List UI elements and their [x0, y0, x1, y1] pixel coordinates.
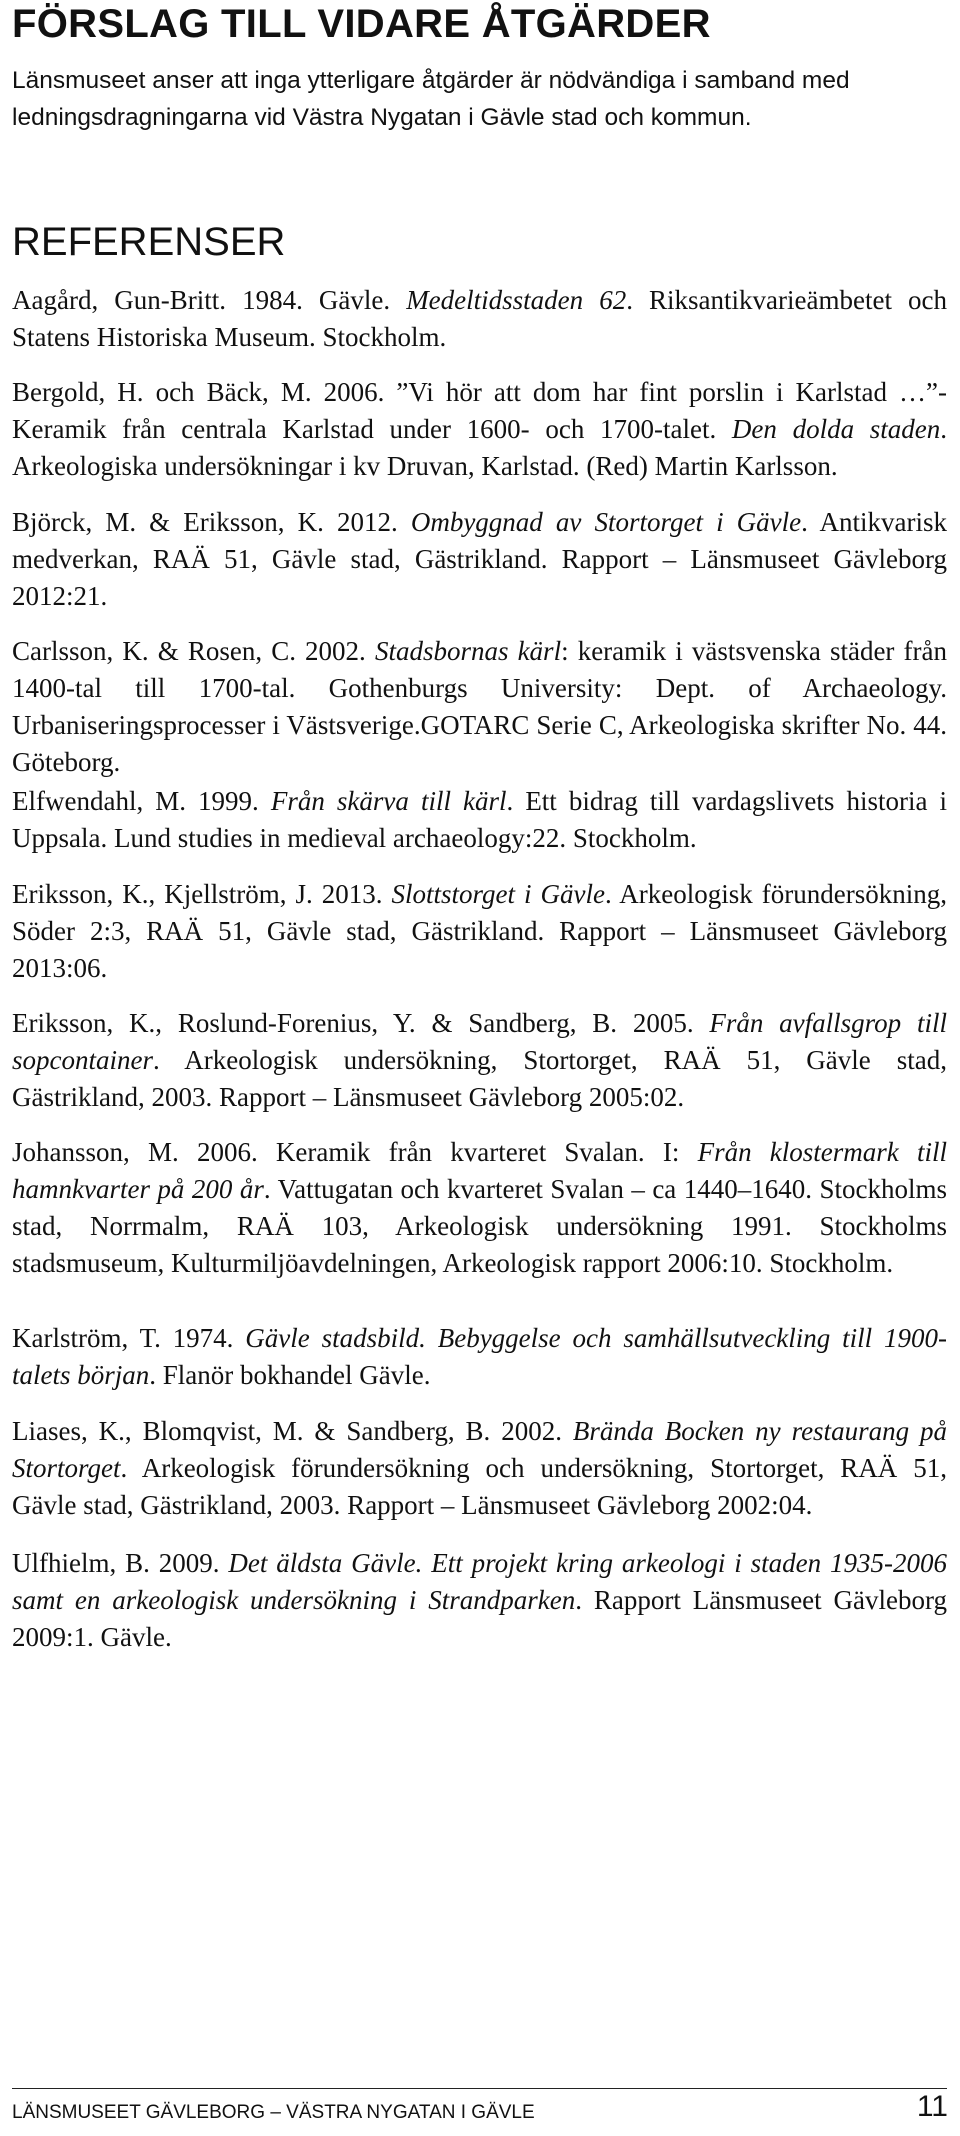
reference-entry: Elfwendahl, M. 1999. Från skärva till kärl. Ett bidrag till vardagslivets historia i Uppsala. Lund studies in medieval archaeology:22. Stockholm. [12, 786, 947, 853]
reference-entry: Liases, K., Blomqvist, M. & Sandberg, B. 2002. Brända Bocken ny restaurang på Stortorget. Arkeologisk förundersökning och undersökning, Stortorget, RAÄ 51, Gävle stad, Gästrikland, 2003. Rapport – Länsmuseet Gävleborg 2002:04. [12, 1416, 947, 1520]
reference-title: Medeltidsstaden 62 [406, 285, 627, 315]
reference-title: Från skärva till kärl [270, 786, 507, 816]
section-title-further-actions: FÖRSLAG TILL VIDARE ÅTGÄRDER [12, 2, 711, 46]
reference-entry: Carlsson, K. & Rosen, C. 2002. Stadsbornas kärl: keramik i västsvenska städer från 1400-tal till 1700-tal. Gothenburgs University: Dept. of Archaeology. Urbaniseringsprocesser i Västsverige.GOTARC Serie C, Arkeologiska skrifter No. 44. Göteborg. [12, 636, 948, 777]
footer-divider [12, 2088, 947, 2089]
reference-entry: Johansson, M. 2006. Keramik från kvarteret Svalan. I: Från klostermark till hamnkvarter på 200 år. Vattugatan och kvarteret Svalan – ca 1440–1640. Stockholms stad, Norrmalm, RAÄ 103, Arkeologisk undersökning 1991. Stockholms stadsmuseum, Kulturmiljöavdelningen, Arkeologisk rapport 2006:10. Stockholm. [12, 1137, 948, 1278]
reference-title: Slottstorget i Gävle [391, 879, 606, 909]
reference-title: Stadsbornas kärl [374, 636, 562, 666]
reference-entry: Eriksson, K., Roslund-Forenius, Y. & Sandberg, B. 2005. Från avfallsgrop till sopcontainer. Arkeologisk undersökning, Stortorget, RAÄ 51, Gävle stad, Gästrikland, 2003. Rapport – Länsmuseet Gävleborg 2005:02. [12, 1008, 947, 1112]
section-title-references: REFERENSER [12, 220, 286, 264]
reference-title: Brända Bocken ny restaurang på Stortorget [12, 1416, 947, 1483]
reference-entry: Karlström, T. 1974. Gävle stadsbild. Bebyggelse och samhällsutveckling till 1900-talets början. Flanör bokhandel Gävle. [12, 1323, 947, 1390]
footer-label: LÄNSMUSEET GÄVLEBORG – VÄSTRA NYGATAN I GÄVLE [12, 2102, 535, 2123]
reference-title: Det äldsta Gävle. Ett projekt kring arkeologi i staden 1935-2006 samt en arkeologisk undersökning i Strandparken [12, 1548, 947, 1615]
reference-entry: Björck, M. & Eriksson, K. 2012. Ombyggnad av Stortorget i Gävle. Antikvarisk medverkan, RAÄ 51, Gävle stad, Gästrikland. Rapport – Länsmuseet Gävleborg 2012:21. [12, 507, 947, 611]
further-actions-text: Länsmuseet anser att inga ytterligare åtgärder är nödvändiga i samband med ledningsdragningarna vid Västra Nygatan i Gävle stad och kommun. [12, 67, 850, 131]
reference-title: Från avfallsgrop till sopcontainer [12, 1008, 947, 1075]
reference-entry: Ulfhielm, B. 2009. Det äldsta Gävle. Ett projekt kring arkeologi i staden 1935-2006 samt en arkeologisk undersökning i Strandparken. Rapport Länsmuseet Gävleborg 2009:1. Gävle. [12, 1548, 948, 1652]
reference-title: Gävle stadsbild. Bebyggelse och samhällsutveckling till 1900-talets början [12, 1323, 947, 1390]
page-number: 11 [916, 2090, 948, 2123]
reference-title: Från klostermark till hamnkvarter på 200 år [12, 1137, 948, 1204]
reference-entry: Aagård, Gun-Britt. 1984. Gävle. Medeltidsstaden 62. Riksantikvarieämbetet och Statens Historiska Museum. Stockholm. [12, 285, 948, 352]
reference-title: Ombyggnad av Stortorget i Gävle [410, 507, 802, 537]
reference-entry: Eriksson, K., Kjellström, J. 2013. Slottstorget i Gävle. Arkeologisk förundersökning, Söder 2:3, RAÄ 51, Gävle stad, Gästrikland. Rapport – Länsmuseet Gävleborg 2013:06. [12, 879, 947, 983]
reference-entry: Bergold, H. och Bäck, M. 2006. ”Vi hör att dom har fint porslin i Karlstad …”- Keramik från centrala Karlstad under 1600- och 1700-talet. Den dolda staden. Arkeologiska undersökningar i kv Druvan, Karlstad. (Red) Martin Karlsson. [12, 377, 947, 481]
reference-title: Den dolda staden [731, 414, 941, 444]
